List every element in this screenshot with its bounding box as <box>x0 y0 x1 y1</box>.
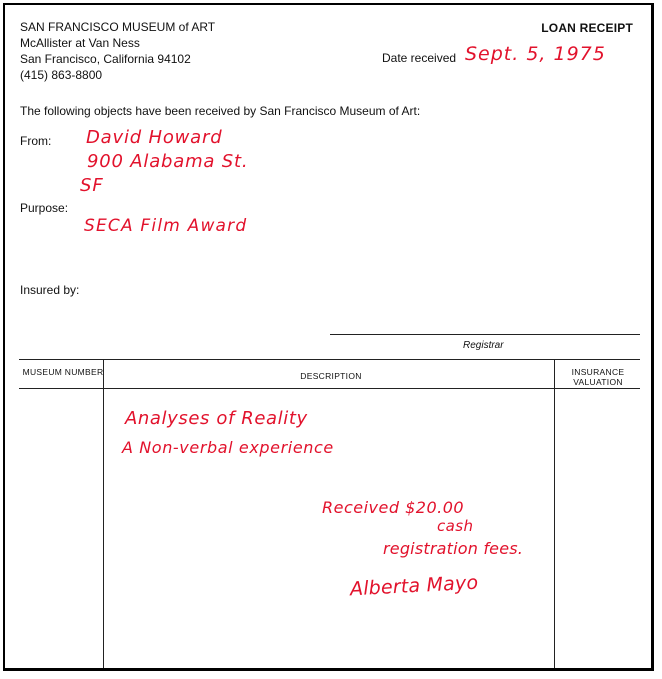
purpose-label: Purpose: <box>20 201 69 215</box>
object-description-subtitle: A Non-verbal experience <box>122 438 334 457</box>
insured-by-label: Insured by: <box>20 283 80 297</box>
museum-header <box>20 19 215 83</box>
payment-note-line2: cash <box>437 517 474 535</box>
column-header-museum-number: MUSEUM NUMBER <box>22 367 104 377</box>
payment-note-line3: registration fees. <box>383 539 524 558</box>
table-column-divider <box>554 359 555 671</box>
payment-note-line1: Received $20.00 <box>322 498 465 517</box>
museum-name: SAN FRANCISCO MUSEUM of ART <box>20 20 216 34</box>
from-street: 900 Alabama St. <box>87 151 249 172</box>
receipt-statement: The following objects have been received by San Francisco Museum of Art: <box>20 104 421 118</box>
table-column-divider <box>103 359 104 671</box>
museum-phone: (415) 863-8800 <box>20 68 103 82</box>
from-city: SF <box>80 175 104 196</box>
museum-address-line1: McAllister at Van Ness <box>20 36 140 50</box>
purpose-value: SECA Film Award <box>84 216 248 236</box>
signature: Alberta Mayo <box>349 571 479 601</box>
table-top-rule <box>19 359 640 360</box>
form-title: LOAN RECEIPT <box>541 21 633 35</box>
from-name: David Howard <box>86 127 223 148</box>
registrar-label: Registrar <box>463 340 504 351</box>
registrar-signature-line <box>330 334 640 335</box>
column-header-insurance-valuation: INSURANCE VALUATION <box>571 367 625 387</box>
object-description-title: Analyses of Reality <box>125 408 308 429</box>
loan-receipt-form <box>3 3 654 671</box>
date-received-label: Date received <box>382 51 457 65</box>
from-label: From: <box>20 134 52 148</box>
column-header-description: DESCRIPTION <box>300 371 362 381</box>
table-header-rule <box>19 388 640 389</box>
date-received-value: Sept. 5, 1975 <box>465 43 606 65</box>
museum-address-line2: San Francisco, California 94102 <box>20 52 191 66</box>
